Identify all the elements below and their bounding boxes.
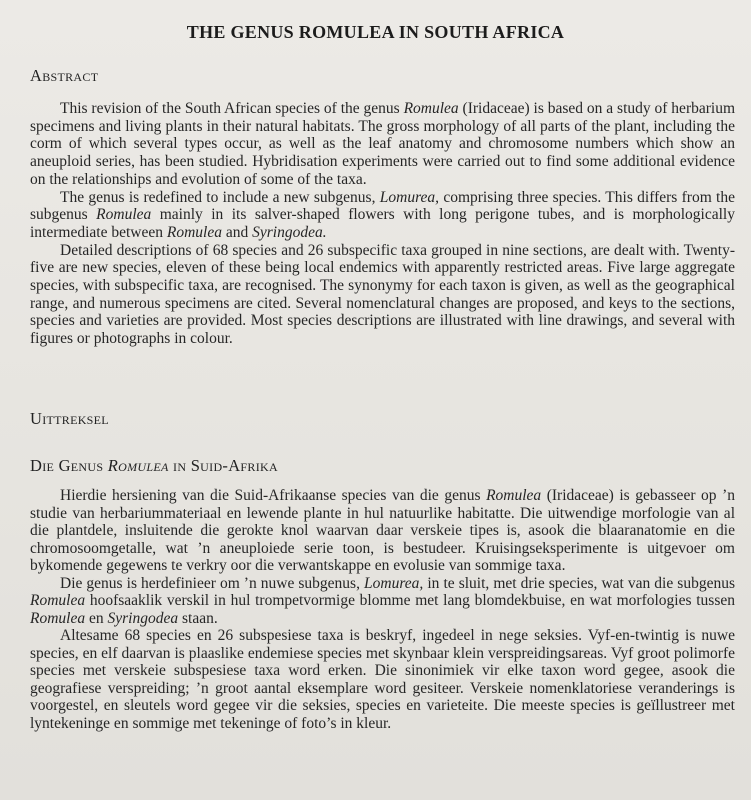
- text-run: comprising three species. This differs from the subgenus: [30, 188, 735, 224]
- text-run: Die genus is herdefinieer om ’n nuwe subgenus,: [60, 574, 365, 592]
- text-run: Hierdie hersiening van die Suid-Afrikaanse species van die genus: [60, 487, 487, 504]
- abstract-heading: Abstract: [30, 66, 99, 85]
- italic-taxon: Lomurea,: [364, 574, 424, 592]
- text-run: Altesame 68 species en 26 subspesiese taxa is beskryf, ingedeel in nege seksies. Vyf-en-twintig is nuwe species, en elf daarvan is plaaslike endemiese species met skynbaar klein verspreidingsareas. Vyf groot polimorfe species met verskeie subspesiese taxa word erken. Die sinonimiek vir elke taxon word gegee, asook die geografiese verspreiding; ’n groot aantal eksemplare word gesiteer. Verskeie nomenklatoriese veranderings is voorgestel, en sleutels word gegee vir die seksies, species en varieteite. Die meeste species is geïllustreer met lyntekeninge en sommige met tekeninge of foto’s in kleur.: [30, 627, 735, 732]
- text-run: hoofsaaklik verskil in hul trompetvormige blomme met lang blomdekbuise, en wat morfologies tussen: [85, 592, 735, 609]
- text-run: This revision of the South African species of the genus: [60, 100, 404, 117]
- text-run: en: [85, 609, 108, 627]
- uittreksel-paragraph-3: [30, 627, 735, 732]
- text-run: and: [221, 223, 253, 241]
- text-run: in Suid-Afrika: [168, 456, 278, 475]
- italic-taxon: Syringodea.: [252, 223, 327, 241]
- italic-taxon: Romulea: [486, 487, 542, 504]
- uittreksel-paragraph-1: [30, 487, 735, 575]
- abstract-paragraph-3: [30, 242, 735, 348]
- text-run: (Iridaceae) is based on a study of herbarium specimens and living plants in their natural habitats. The gross morphology of all parts of the plant, including the corm of which several types occur, as well as the leaf anatomy and chromosome numbers which show an aneuploid series, has been studied. Hybridisation experiments were carried out to find some additional evidence on the relationships and evolution of some of the taxa.: [30, 100, 736, 188]
- page-title: THE GENUS ROMULEA IN SOUTH AFRICA: [186, 22, 565, 42]
- text-run: Die Genus: [30, 456, 108, 475]
- italic-taxon: Romulea: [30, 609, 86, 627]
- abstract-paragraph-1: [30, 100, 735, 189]
- italic-taxon: Romulea: [96, 206, 152, 224]
- abstract-body: [30, 100, 735, 348]
- italic-taxon: Romulea: [403, 100, 459, 117]
- text-run: (Iridaceae) is gebasseer op ’n studie van herbariummateriaal en lewende plante in hul natuurlike habitatte. Die uitwendige morfologie van al die plantdele, insluitende die gerokte knol waarvan daar verskeie tipes is, asook die blaaranatomie en die chromosoomgetalle, wat ’n aneuploiede serie toon, is bestudeer. Kruisingseksperimente is uitgevoer om bykomende gegewens te verkry oor die verwantskappe en evolusie van sommige taxa.: [30, 487, 735, 574]
- uittreksel-paragraph-2: [30, 575, 735, 628]
- italic-taxon: Romulea: [166, 223, 222, 241]
- italic-taxon: Syringodea: [107, 609, 179, 627]
- italic-taxon: Lomurea,: [379, 188, 440, 206]
- text-run: staan.: [178, 609, 218, 627]
- uittreksel-subheading: [30, 456, 278, 476]
- text-run: in te sluit, met drie species, wat van die subgenus: [423, 574, 735, 592]
- italic-taxon: Romulea: [30, 592, 86, 609]
- uittreksel-heading: Uittreksel: [30, 409, 109, 428]
- uittreksel-body: [30, 487, 735, 732]
- text-run: mainly in its salver-shaped flowers with long perigone tubes, and is morphologically intermediate between: [30, 206, 735, 241]
- italic-taxon: Romulea: [107, 456, 169, 475]
- abstract-paragraph-2: [30, 189, 735, 242]
- text-run: Detailed descriptions of 68 species and 26 subspecific taxa grouped in nine sections, are dealt with. Twenty-five are new species, eleven of these being local endemics with apparently restricted areas. Five large aggregate species, with subspecific taxa, are recognised. The synonymy for each taxon is given, as well as the geographical range, and numerous specimens are cited. Several nomenclatural changes are proposed, and keys to the sections, species and varieties are provided. Most species descriptions are illustrated with line drawings, and several with figures or photographs in colour.: [30, 241, 735, 348]
- text-run: The genus is redefined to include a new subgenus,: [60, 188, 380, 206]
